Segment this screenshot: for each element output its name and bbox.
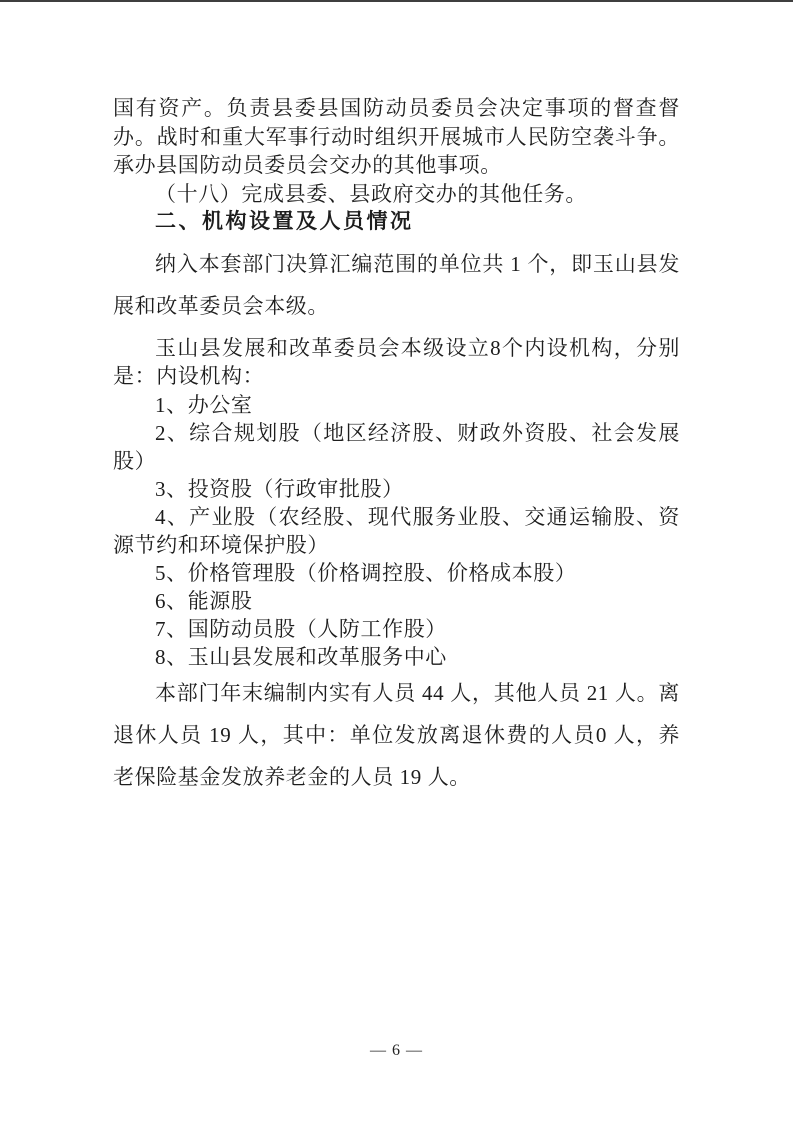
org-list-item: 3、投资股（行政审批股） [155,476,404,501]
org-list [113,391,680,671]
continuation-paragraph: 国有资产。负责县委县国防动员委员会决定事项的督查督办。战时和重大军事行动时组织开展城市人民防空袭斗争。承办县国防动员委员会交办的其他事项。 [113,96,680,177]
units-paragraph: 纳入本套部门决算汇编范围的单位共 1 个，即玉山县发展和改革委员会本级。 [113,251,680,318]
org-list-item: 4、产业股（农经股、现代服务业股、交通运输股、资源节约和环境保护股） [113,504,680,557]
org-list-item: 2、综合规划股（地区经济股、财政外资股、社会发展股） [113,420,680,473]
orgs-intro-paragraph: 玉山县发展和改革委员会本级设立8个内设机构，分别是：内设机构： [113,335,680,388]
staff-paragraph: 本部门年末编制内实有人员 44 人，其他人员 21 人。离退休人员 19 人，其中：单位发放离退休费的人员0 人，养老保险基金发放养老金的人员 19 人。 [113,680,680,789]
org-list-item: 6、能源股 [155,588,253,613]
page-top-edge-line [0,0,793,2]
org-list-item: 7、国防动员股（人防工作股） [155,616,447,641]
section-heading: 二、机构设置及人员情况 [155,210,414,233]
item-eighteen-paragraph: （十八）完成县委、县政府交办的其他任务。 [155,181,587,206]
page-number: — 6 — [370,1042,423,1059]
org-list-item: 1、办公室 [155,392,253,417]
document-body [113,94,680,798]
org-list-item: 5、价格管理股（价格调控股、价格成本股） [155,560,577,585]
org-list-item: 8、玉山县发展和改革服务中心 [155,644,447,669]
